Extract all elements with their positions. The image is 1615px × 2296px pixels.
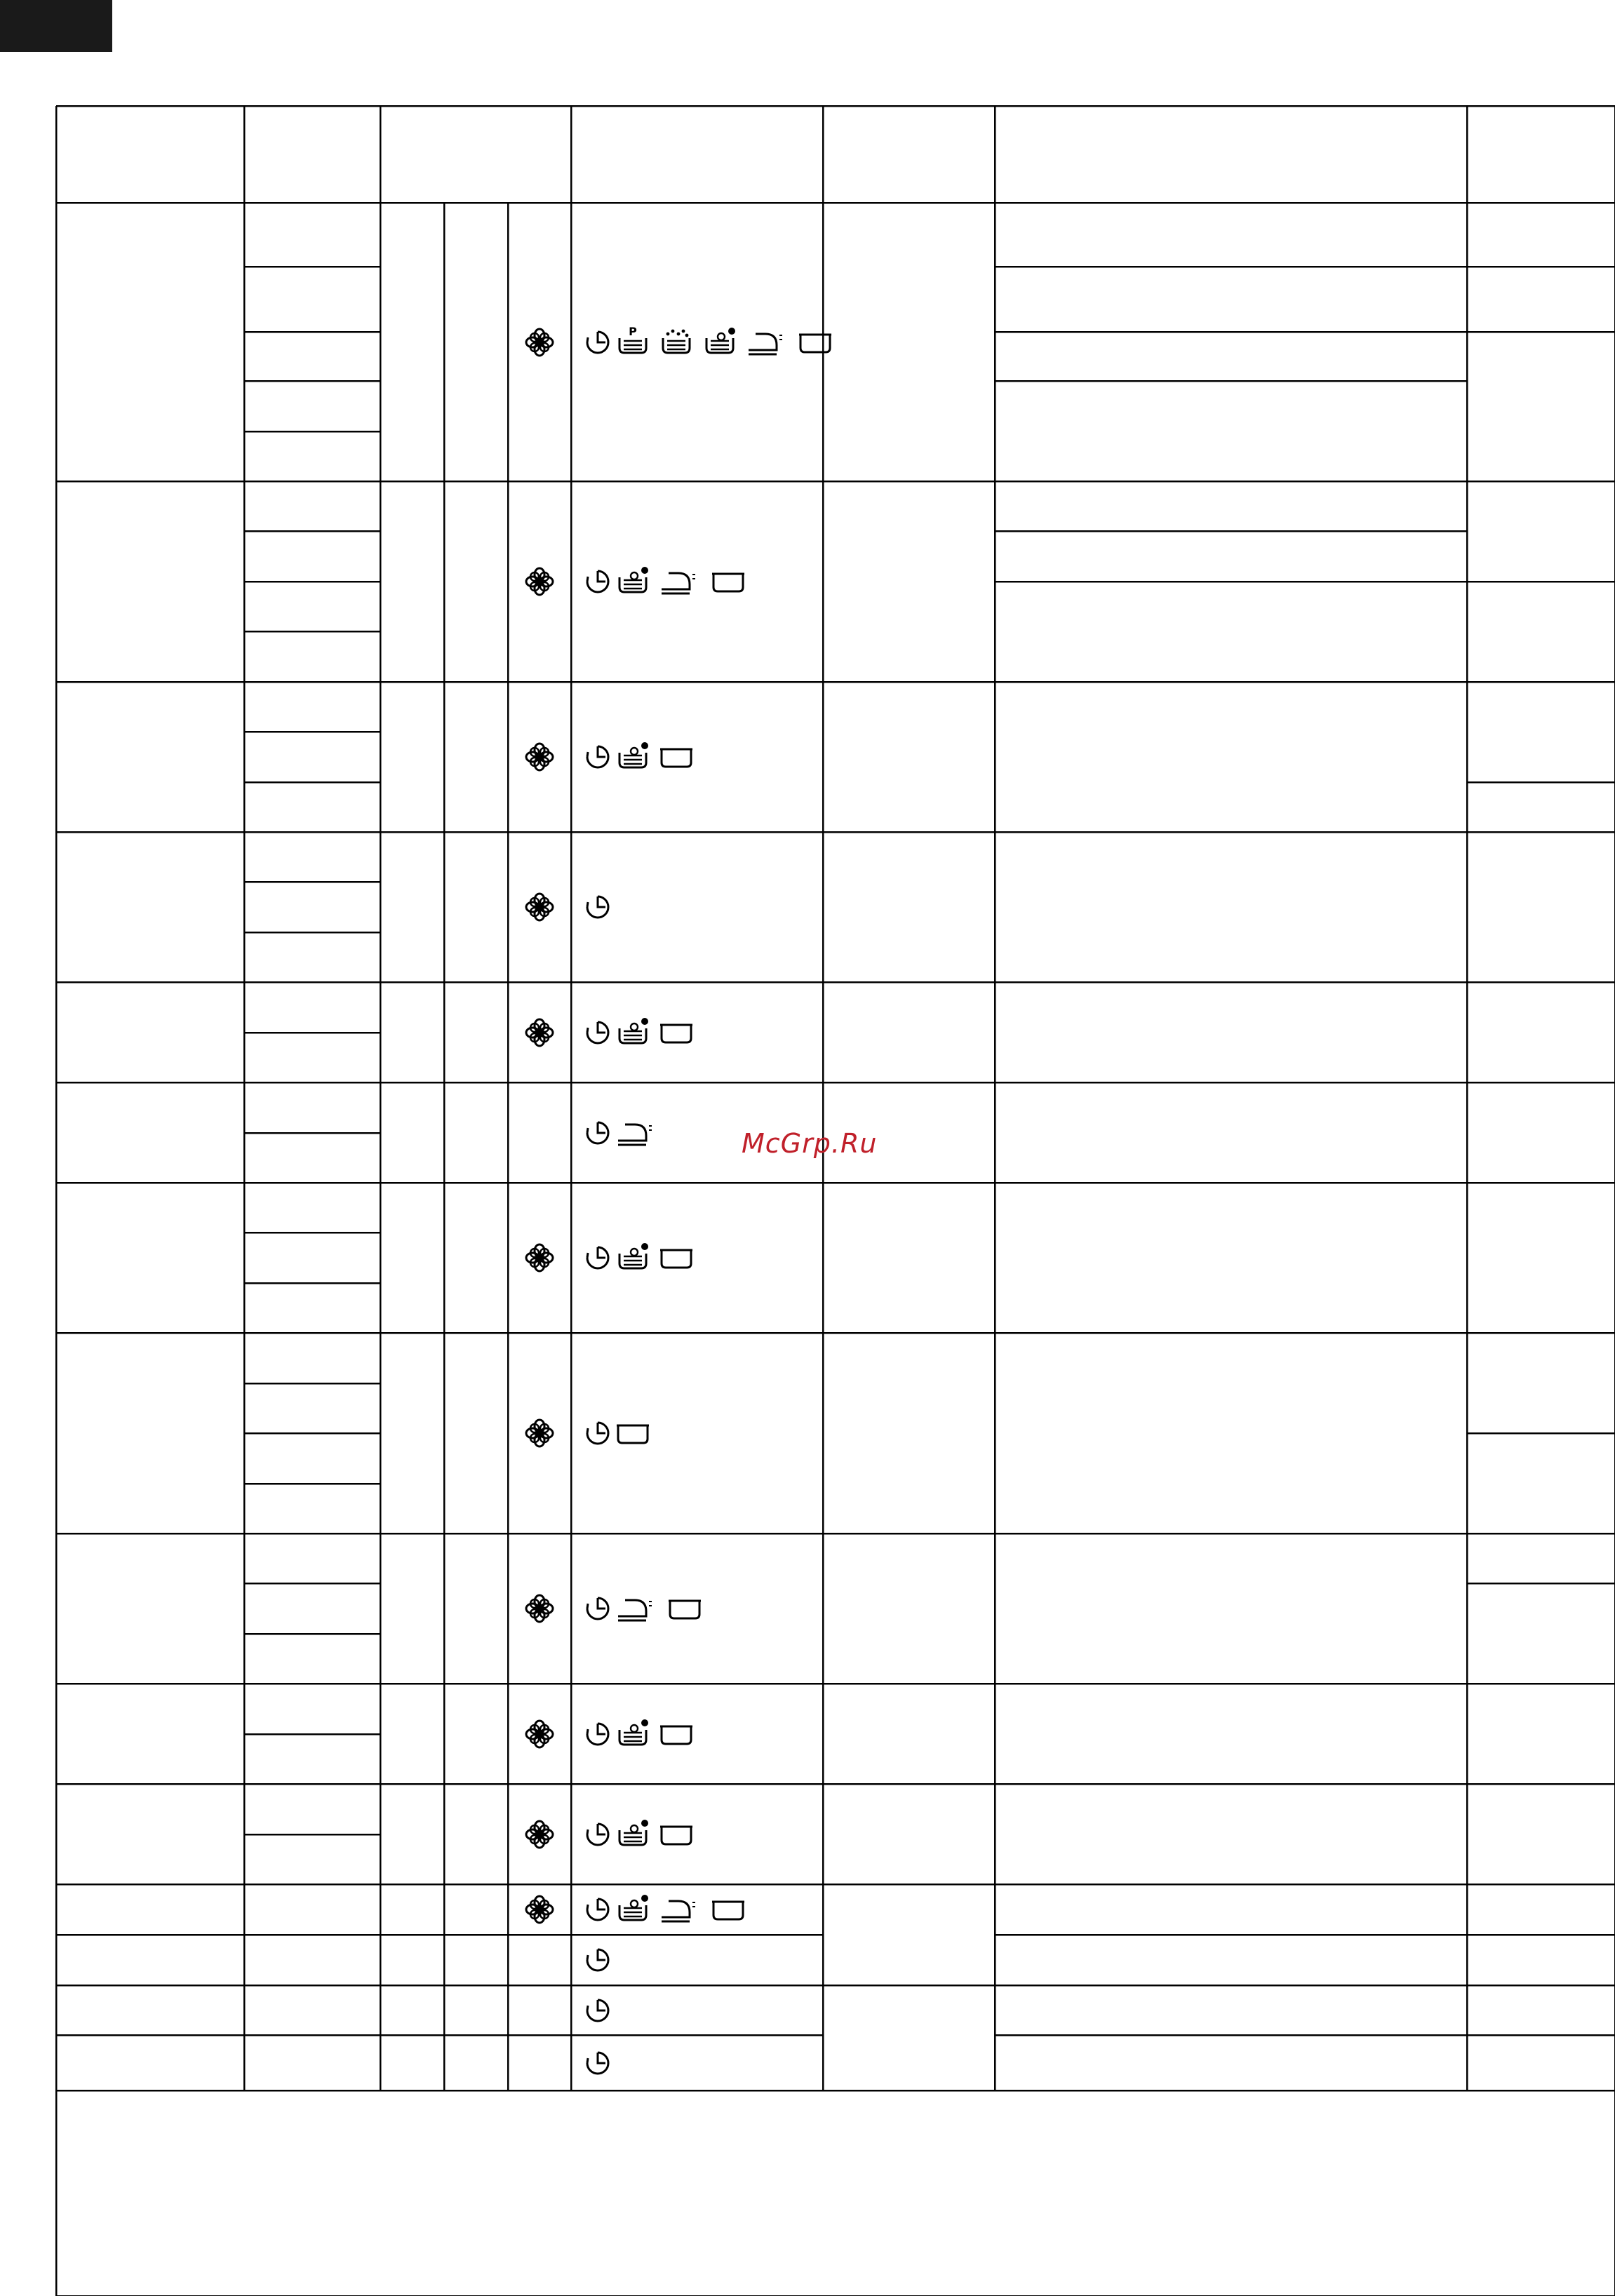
iron-icon xyxy=(618,1124,652,1145)
timer-icon xyxy=(587,1598,608,1619)
tray-icon xyxy=(617,1425,649,1443)
tray-icon xyxy=(669,1601,701,1618)
timer-icon xyxy=(587,2053,608,2074)
fan-icon xyxy=(526,1896,553,1923)
tray-icon xyxy=(660,749,692,767)
tray-icon xyxy=(799,335,831,352)
fan-icon xyxy=(526,329,553,356)
tray-icon xyxy=(660,1827,692,1844)
bowl-dial-icon xyxy=(706,328,735,353)
tray-icon xyxy=(660,1726,692,1744)
tray-icon xyxy=(712,574,744,591)
fan-icon xyxy=(526,1244,553,1271)
timer-icon xyxy=(587,1824,608,1845)
timer-icon xyxy=(587,571,608,592)
fan-icon xyxy=(526,1019,553,1046)
timer-icon xyxy=(587,1022,608,1043)
timer-icon xyxy=(587,1949,608,1971)
tray-icon xyxy=(660,1250,692,1268)
bowl-dial-icon xyxy=(619,1895,648,1920)
timer-icon xyxy=(587,746,608,767)
timer-icon xyxy=(587,332,608,353)
bowl-dial-icon xyxy=(619,1820,648,1845)
timer-icon xyxy=(587,1724,608,1745)
iron-icon xyxy=(662,1901,695,1921)
fan-icon xyxy=(526,894,553,920)
fan-icon xyxy=(526,1821,553,1848)
tray-icon xyxy=(712,1902,744,1919)
iron-icon xyxy=(749,334,782,354)
bowl-dial-icon xyxy=(619,1018,648,1043)
timer-icon xyxy=(587,1122,608,1143)
timer-icon xyxy=(587,1247,608,1268)
fan-icon xyxy=(526,744,553,770)
timer-icon xyxy=(587,2000,608,2021)
bowl-p-icon xyxy=(619,325,646,353)
bowl-dial-icon xyxy=(619,1719,648,1745)
watermark-text: McGrp.Ru xyxy=(742,1128,878,1159)
fan-icon xyxy=(526,1595,553,1622)
timer-icon xyxy=(587,1899,608,1920)
iron-icon xyxy=(618,1600,652,1620)
fan-icon xyxy=(526,1721,553,1747)
bowl-dots-icon xyxy=(663,330,690,353)
tray-icon xyxy=(660,1025,692,1042)
bowl-dial-icon xyxy=(619,1243,648,1268)
timer-icon xyxy=(587,897,608,918)
bowl-dial-icon xyxy=(619,567,648,592)
fan-icon xyxy=(526,1420,553,1446)
bowl-dial-icon xyxy=(619,742,648,767)
timer-icon xyxy=(587,1423,608,1444)
fan-icon xyxy=(526,568,553,595)
iron-icon xyxy=(662,573,695,593)
